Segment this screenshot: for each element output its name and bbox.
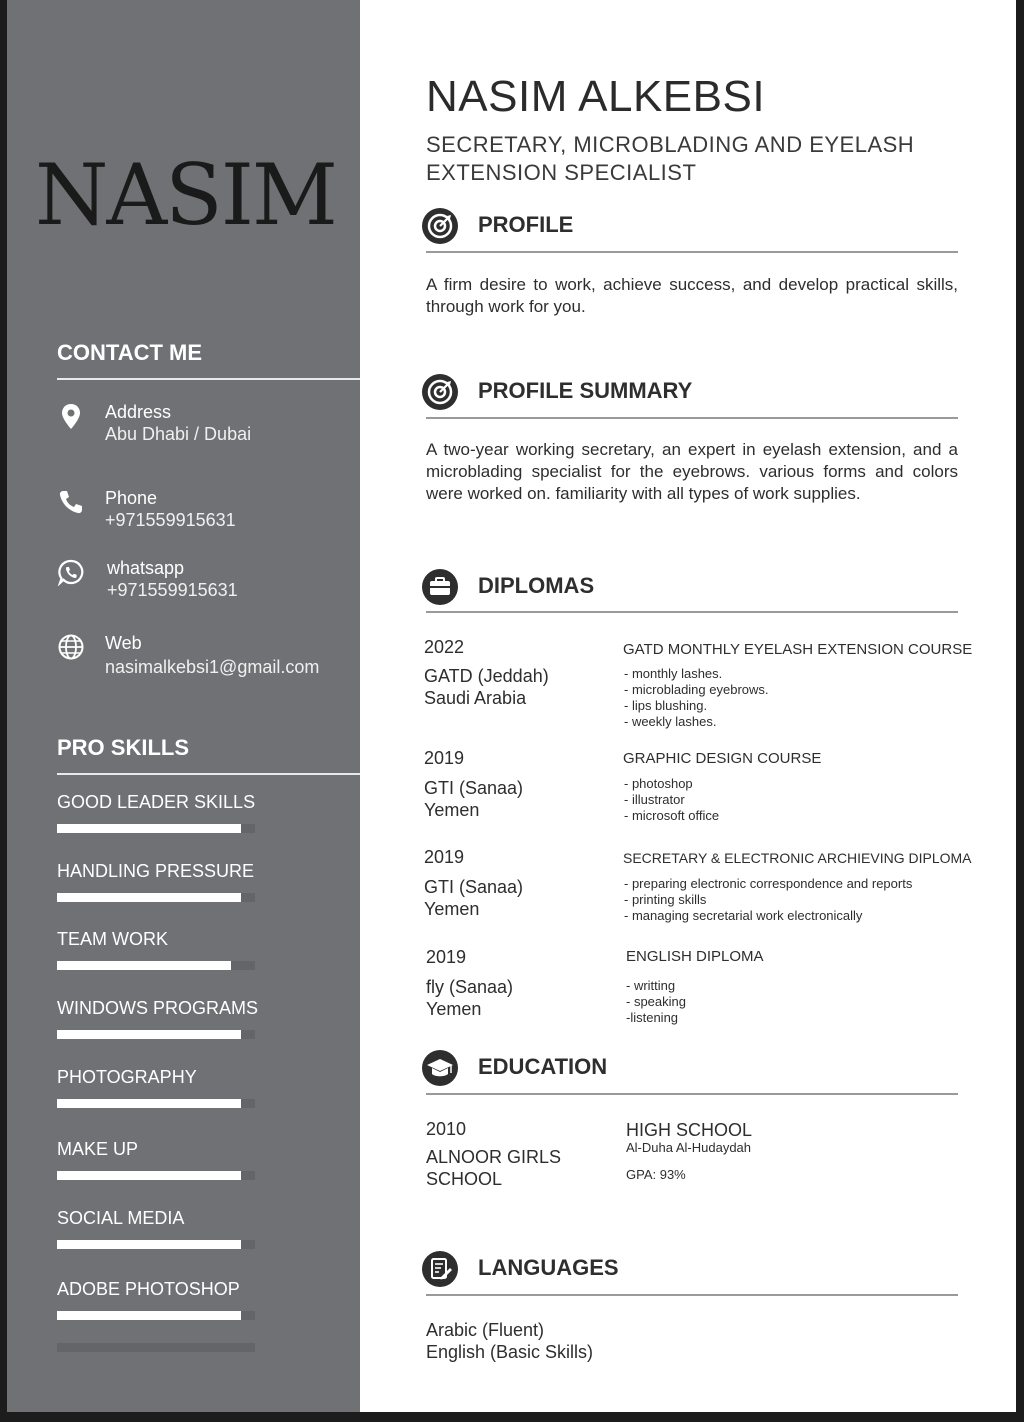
diploma-bullets bbox=[624, 666, 769, 730]
diploma-title: SECRETARY & ELECTRONIC ARCHIEVING DIPLOMA bbox=[623, 850, 972, 866]
skill-name: MAKE UP bbox=[57, 1139, 139, 1159]
diploma-institution bbox=[424, 777, 604, 821]
diploma-bullet: - lips blushing. bbox=[624, 698, 708, 713]
skill-bar-track bbox=[57, 824, 255, 833]
education-gpa: GPA: 93% bbox=[626, 1167, 686, 1182]
logo-signature: NASIM bbox=[35, 146, 336, 244]
skill-item bbox=[57, 1208, 357, 1252]
diploma-bullet: - illustrator bbox=[624, 792, 685, 807]
phone-label: Phone bbox=[105, 488, 158, 508]
skill-bar-track bbox=[57, 1099, 255, 1108]
location-pin-icon bbox=[57, 402, 85, 430]
diploma-bullets bbox=[624, 876, 912, 924]
diploma-bullet: - weekly lashes. bbox=[624, 714, 717, 729]
education-place: Al-Duha Al-Hudaydah bbox=[626, 1140, 752, 1155]
whatsapp-value[interactable]: +971559915631 bbox=[107, 580, 238, 600]
summary-divider bbox=[426, 417, 958, 419]
skill-item bbox=[57, 1139, 357, 1183]
summary-text: A two-year working secretary, an expert in eyelash extension, and a microblading specialist for the eyebrows. various forms and colors were worked on. familiarity with all types of work supplies. bbox=[426, 440, 958, 503]
skill-name: WINDOWS PROGRAMS bbox=[57, 998, 258, 1018]
whatsapp-icon bbox=[57, 558, 85, 586]
address-label: Address bbox=[105, 402, 172, 422]
address-value: Abu Dhabi / Dubai bbox=[105, 424, 252, 444]
profile-heading: PROFILE bbox=[478, 212, 574, 237]
diploma-institution-line: Yemen bbox=[424, 899, 480, 919]
skill-item bbox=[57, 1067, 357, 1111]
languages-list bbox=[426, 1319, 593, 1363]
skill-name: HANDLING PRESSURE bbox=[57, 861, 255, 881]
diploma-bullet: - speaking bbox=[626, 994, 686, 1009]
diploma-year: 2019 bbox=[426, 947, 467, 967]
diplomas-heading: DIPLOMAS bbox=[478, 573, 595, 598]
skill-bar-track bbox=[57, 1171, 255, 1180]
contact-address bbox=[57, 402, 357, 452]
skill-bar-fill bbox=[57, 1171, 241, 1180]
skill-bar-fill bbox=[57, 893, 241, 902]
skill-bar-fill bbox=[57, 1099, 241, 1108]
skill-bar-fill bbox=[57, 824, 241, 833]
diploma-bullets bbox=[624, 776, 719, 824]
diploma-title: GRAPHIC DESIGN COURSE bbox=[623, 750, 822, 767]
page-title: NASIM ALKEBSI bbox=[426, 72, 766, 121]
sidebar bbox=[7, 0, 360, 1412]
diplomas-divider bbox=[426, 611, 958, 613]
diploma-year: 2019 bbox=[424, 847, 465, 867]
web-label: Web bbox=[105, 633, 142, 653]
job-title-line2: EXTENSION SPECIALIST bbox=[426, 160, 697, 185]
education-year: 2010 bbox=[426, 1119, 467, 1139]
skill-bar-track bbox=[57, 893, 255, 902]
skill-empty-track bbox=[57, 1313, 357, 1357]
skill-item bbox=[57, 861, 357, 905]
target-icon bbox=[421, 207, 459, 245]
skill-name: PHOTOGRAPHY bbox=[57, 1067, 197, 1087]
web-value[interactable]: nasimalkebsi1@gmail.com bbox=[105, 657, 320, 677]
diploma-bullet: - microsoft office bbox=[624, 808, 720, 823]
diploma-institution-line: Yemen bbox=[424, 800, 480, 820]
resume-page bbox=[7, 0, 1016, 1412]
summary-heading: PROFILE SUMMARY bbox=[478, 378, 693, 403]
phone-icon bbox=[57, 488, 85, 516]
contact-divider bbox=[57, 378, 360, 380]
languages-heading: LANGUAGES bbox=[478, 1255, 619, 1280]
diploma-bullet: - microblading eyebrows. bbox=[624, 682, 769, 697]
education-heading: EDUCATION bbox=[478, 1054, 608, 1079]
target-icon bbox=[421, 373, 459, 411]
skill-item bbox=[57, 998, 357, 1042]
diploma-title: GATD MONTHLY EYELASH EXTENSION COURSE bbox=[623, 641, 973, 658]
diploma-bullet: - managing secretarial work electronically bbox=[624, 908, 863, 923]
diploma-institution-line: GTI (Sanaa) bbox=[424, 778, 524, 798]
diploma-institution bbox=[426, 976, 606, 1020]
diploma-bullet: - printing skills bbox=[624, 892, 707, 907]
profile-text: A firm desire to work, achieve success, and develop practical skills, through work for you. bbox=[426, 275, 958, 316]
skill-bar-fill bbox=[57, 1240, 241, 1249]
education-school-line: ALNOOR GIRLS bbox=[426, 1147, 562, 1167]
contact-heading: CONTACT ME bbox=[57, 340, 203, 365]
skill-item bbox=[57, 929, 357, 973]
diploma-bullets bbox=[626, 978, 686, 1026]
diploma-bullet: - monthly lashes. bbox=[624, 666, 723, 681]
skill-name: ADOBE PHOTOSHOP bbox=[57, 1279, 240, 1299]
diploma-year: 2019 bbox=[424, 748, 465, 768]
diploma-bullet: - preparing electronic correspondence and reports bbox=[624, 876, 913, 891]
education-divider bbox=[426, 1093, 958, 1095]
skill-bar-track bbox=[57, 1240, 255, 1249]
diploma-institution-line: Yemen bbox=[426, 999, 482, 1019]
diploma-bullet: - writting bbox=[626, 978, 676, 993]
languages-divider bbox=[426, 1294, 958, 1296]
diploma-institution bbox=[424, 665, 604, 709]
skill-name: GOOD LEADER SKILLS bbox=[57, 792, 256, 812]
diploma-title: ENGLISH DIPLOMA bbox=[626, 948, 764, 965]
globe-icon bbox=[57, 633, 85, 661]
job-title bbox=[426, 131, 926, 187]
contact-phone bbox=[57, 488, 357, 538]
main-content bbox=[360, 0, 1016, 1412]
skills-heading: PRO SKILLS bbox=[57, 735, 190, 760]
contact-whatsapp bbox=[57, 558, 357, 608]
whatsapp-label: whatsapp bbox=[107, 558, 185, 578]
phone-value[interactable]: +971559915631 bbox=[105, 510, 236, 530]
diploma-bullet: -listening bbox=[626, 1010, 679, 1025]
diploma-institution-line: GATD (Jeddah) bbox=[424, 666, 549, 686]
language-item: Arabic (Fluent) bbox=[426, 1320, 545, 1340]
skill-bar-fill bbox=[57, 1030, 241, 1039]
skills-divider bbox=[57, 773, 360, 775]
job-title-line1: SECRETARY, MICROBLADING AND EYELASH bbox=[426, 132, 915, 157]
briefcase-icon bbox=[421, 568, 459, 606]
skill-bar-track bbox=[57, 1030, 255, 1039]
diploma-institution-line: fly (Sanaa) bbox=[426, 977, 514, 997]
skill-bar-track bbox=[57, 1343, 255, 1352]
contact-web bbox=[57, 633, 357, 683]
education-school bbox=[426, 1146, 606, 1190]
profile-divider bbox=[426, 251, 958, 253]
skill-bar-track bbox=[57, 961, 255, 970]
diploma-institution-line: GTI (Sanaa) bbox=[424, 877, 524, 897]
skill-bar-fill bbox=[57, 961, 231, 970]
skill-item bbox=[57, 792, 357, 836]
skill-name: TEAM WORK bbox=[57, 929, 168, 949]
education-school-line: SCHOOL bbox=[426, 1169, 503, 1189]
diploma-institution-line: Saudi Arabia bbox=[424, 688, 527, 708]
diploma-bullet: - photoshop bbox=[624, 776, 693, 791]
graduation-cap-icon bbox=[421, 1049, 459, 1087]
document-edit-icon bbox=[421, 1250, 459, 1288]
diploma-year: 2022 bbox=[424, 637, 465, 657]
education-title: HIGH SCHOOL bbox=[626, 1120, 753, 1140]
diploma-institution bbox=[424, 876, 604, 920]
skill-name: SOCIAL MEDIA bbox=[57, 1208, 185, 1228]
language-item: English (Basic Skills) bbox=[426, 1342, 594, 1362]
